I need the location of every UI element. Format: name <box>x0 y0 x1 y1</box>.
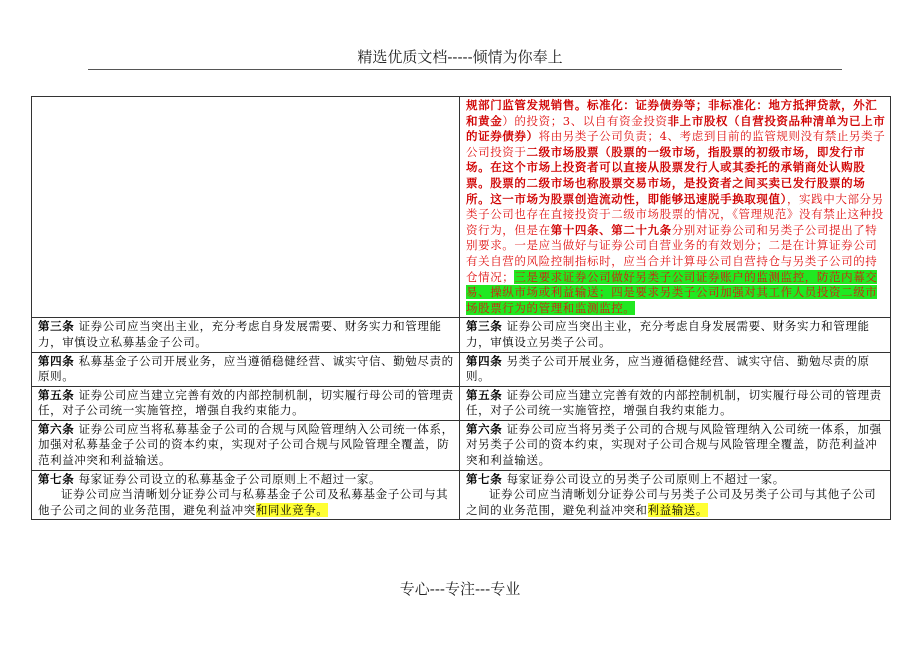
left-empty-cell <box>32 97 460 318</box>
article-text: 证券公司应当将另类子公司的合规与风险管理纳入公司统一体系，加强对另类子公司的资本约束，实现对子公司合规与风险管理全覆盖，防范利益冲突和利益输送。 <box>466 421 882 468</box>
article-text: 证券公司应当突出主业，充分考虑自身发展需要、财务实力和管理能力，审慎设立私募基金子公司。 <box>38 319 442 349</box>
article-number: 第四条 <box>466 353 503 368</box>
article-text: 证券公司应当建立完善有效的内部控制机制，切实履行母公司的管理责任，对子公司统一实施管控，增强自我约束能力。 <box>38 387 454 418</box>
article-text: 证券公司应当突出主业，充分考虑自身发展需要、财务实力和管理能力，审慎设立另类子公司。 <box>466 319 870 349</box>
annotation-bold: 非上市股权 <box>667 113 729 128</box>
yellow-highlight-text: 和同业竞争。 <box>255 502 329 517</box>
article-number: 第三条 <box>38 319 75 334</box>
annotation-text: ）的投资；3、以自有资金投资 <box>502 113 668 128</box>
table-row <box>32 386 891 420</box>
green-highlight-text: 三是要求证券公司做好另类子公司证券账户的监测监控，防范内幕交易、操纵市场或利益输送；四是要求另类子公司加强对其工作人员投资二级市场股票行为的管理和监测监控。 <box>466 269 878 315</box>
article-number: 第六条 <box>38 421 75 436</box>
article-text: 证券公司应当清晰划分证券公司与私募基金子公司及私募基金子公司与其他子公司之间的业务范围，避免利益冲突 <box>38 487 449 517</box>
annotation-bold: 第十四条、第二十九条 <box>550 222 672 237</box>
right-cell <box>460 386 891 420</box>
article-number: 第三条 <box>466 319 503 334</box>
article-number: 第五条 <box>466 387 503 402</box>
article-text: 另类子公司开展业务，应当遵循稳健经营、诚实守信、勤勉尽责的原则。 <box>466 353 870 384</box>
article-number: 第七条 <box>38 471 75 486</box>
page-footer: 专心---专注---专业 <box>399 580 521 598</box>
article-number: 第五条 <box>38 387 75 402</box>
table-row <box>32 97 891 318</box>
left-cell <box>32 352 460 386</box>
article-text: 每家证券公司设立的另类子公司原则上不超过一家。 <box>506 471 785 486</box>
left-cell <box>32 318 460 352</box>
annotation-bold: 规部门监管发规销售。标准化：证券债券等；非标准化：地方抵押贷款，外汇和黄金 <box>466 98 878 128</box>
right-cell <box>460 318 891 352</box>
right-cell <box>460 352 891 386</box>
yellow-highlight-text: 利益输送。 <box>647 502 708 517</box>
left-cell <box>32 470 460 520</box>
comparison-table <box>31 96 891 520</box>
article-text: 每家证券公司设立的私募基金子公司原则上不超过一家。 <box>78 471 382 486</box>
right-cell <box>460 470 891 520</box>
annotation-text: 分别对证券公司和另类子公司提出了特别要求。一是应当做好与证券公司自营业务的有效划分；二是在计算证券公司有关自营的风险控制指标时，应当合并计算母公司自营持仓与另类子公司的持仓情况； <box>466 222 878 284</box>
table-row <box>32 318 891 352</box>
right-annotation-cell <box>460 97 891 318</box>
article-number: 第四条 <box>38 353 75 368</box>
table-row <box>32 470 891 520</box>
article-text: 证券公司应当清晰划分证券公司与另类子公司及另类子公司与其他子公司之间的业务范围，避免利益冲突和 <box>466 487 877 517</box>
article-number: 第六条 <box>466 421 503 436</box>
annotation-text: 将由另类子公司负责；4、考虑到目前的监管规则没有禁止另类子公司投资于 <box>466 129 886 159</box>
left-cell <box>32 386 460 420</box>
annotation-bold: （自营投资品种清单为已上市的证券债券） <box>466 113 886 144</box>
annotation-text: ，实践中大部分另类子公司也存在直接投资于二级市场股票的情况，《管理规范》没有禁止这种投资行为，但是在 <box>466 191 884 237</box>
article-number: 第七条 <box>466 471 503 486</box>
table-row <box>32 420 891 470</box>
article-text: 证券公司应当建立完善有效的内部控制机制，切实履行母公司的管理责任，对子公司统一实施管控，增强自我约束能力。 <box>466 387 882 418</box>
article-text: 证券公司应当将私募基金子公司的合规与风险管理纳入公司统一体系，加强对私募基金子公司的资本约束，实现对子公司合规与风险管理全覆盖，防范利益冲突和利益输送。 <box>38 421 454 468</box>
annotation-bold: 二级市场股票（股票的一级市场，指股票的初级市场，即发行市场。在这个市场上投资者可以直接从股票发行人或其委托的承销商处认购股票。股票的二级市场也称股票交易市场，是投资者之间买卖已发行股票的场所。这一市场为股票创造流动性，即能够迅速脱手换取现值） <box>466 144 866 206</box>
page-header: 精选优质文档-----倾情为你奉上 <box>357 48 563 66</box>
header-rule <box>88 69 842 70</box>
article-text: 私募基金子公司开展业务，应当遵循稳健经营、诚实守信、勤勉尽责的原则。 <box>38 353 454 384</box>
table-row <box>32 352 891 386</box>
right-cell <box>460 420 891 470</box>
left-cell <box>32 420 460 470</box>
